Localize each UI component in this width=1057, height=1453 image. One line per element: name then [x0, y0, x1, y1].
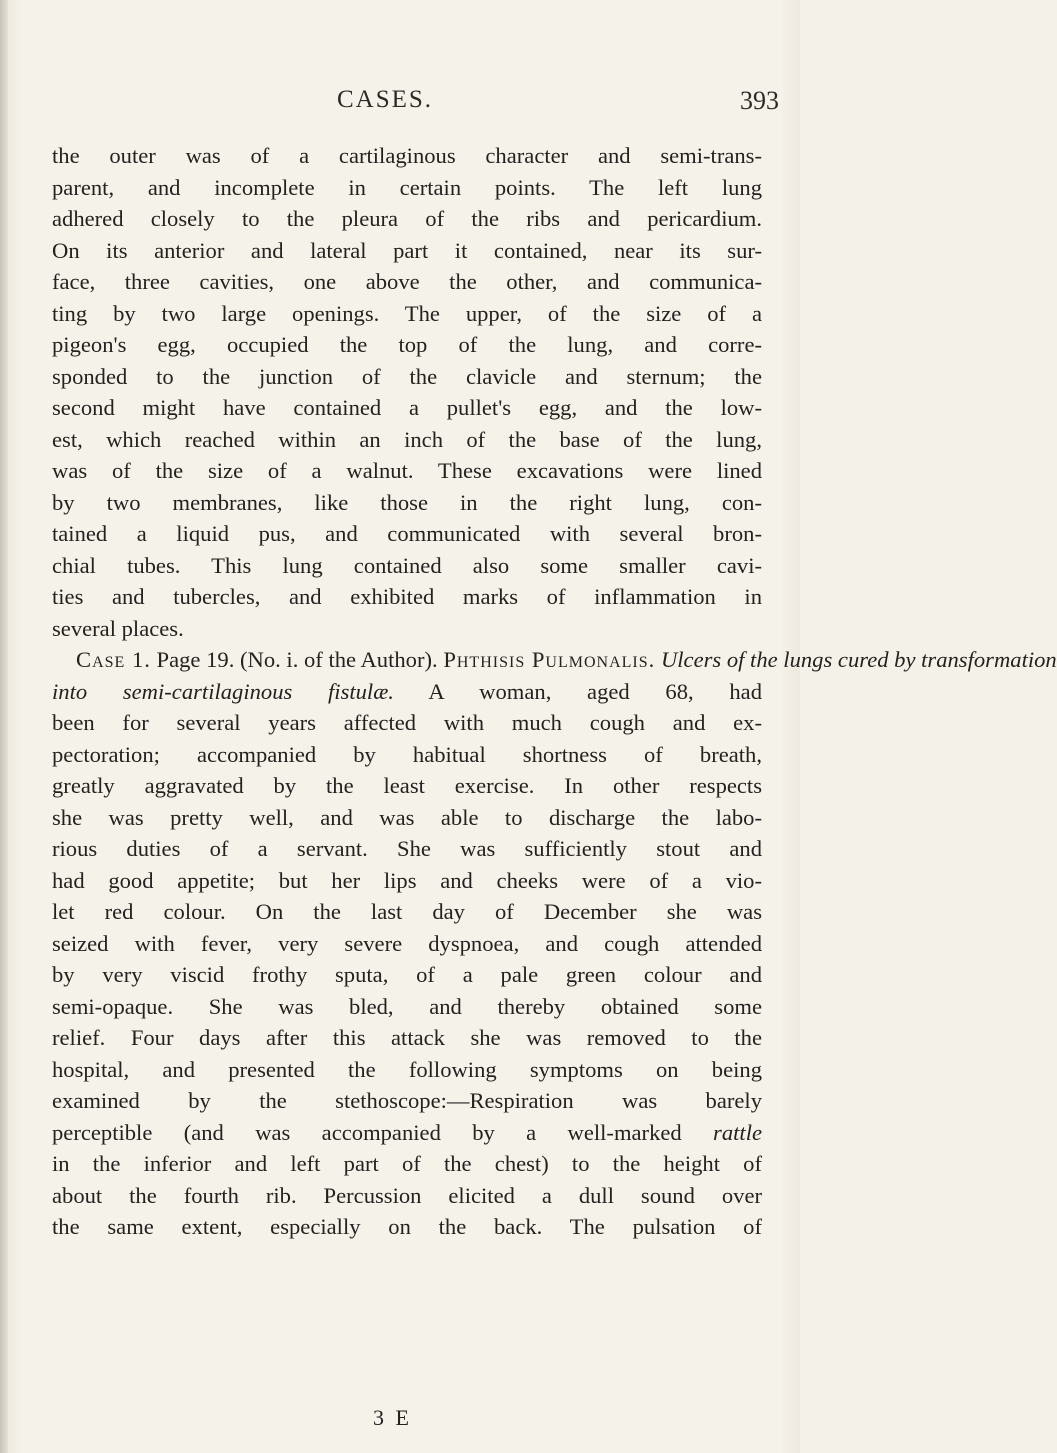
text-line: hospital, and presented the following symptoms on being	[52, 1056, 762, 1082]
page-gutter	[0, 0, 8, 1453]
text-line: let red colour. On the last day of December she was	[52, 899, 762, 924]
case-title-continued: into semi-cartilaginous fistulæ.	[52, 678, 394, 704]
case-label: Case 1.	[76, 647, 151, 672]
rattle-line	[52, 1117, 762, 1149]
case-diagnosis: Phthisis Pulmonalis.	[443, 647, 656, 672]
text-line: ties and tubercles, and exhibited marks of inflammation in	[52, 584, 762, 609]
text-line: examined by the stethoscope:—Respiration was barely	[52, 1088, 762, 1113]
case-heading-line-2	[52, 676, 762, 708]
text-line: she was pretty well, and was able to discharge the labo-	[52, 804, 762, 830]
text-line: the same extent, especially on the back. The pulsation of	[52, 1214, 762, 1239]
text-line: face, three cavities, one above the other, and communica-	[52, 269, 762, 294]
text-line: by two membranes, like those in the right lung, con-	[52, 489, 762, 515]
text-line: sponded to the junction of the clavicle and sternum; the	[52, 363, 762, 389]
text-line: seized with fever, very severe dyspnoea, and cough attended	[52, 930, 762, 956]
text-line: about the fourth rib. Percussion elicited a dull sound over	[52, 1182, 762, 1208]
text-line: by very viscid frothy sputa, of a pale green colour and	[52, 962, 762, 987]
text-line: pectoration; accompanied by habitual shortness of breath,	[52, 741, 762, 767]
text-line: greatly aggravated by the least exercise. In other respects	[52, 773, 762, 798]
rattle-term: rattle	[713, 1119, 762, 1145]
rattle-line-text: perceptible (and was accompanied by a well-marked	[52, 1119, 714, 1145]
text-line: semi-opaque. She was bled, and thereby obtained some	[52, 993, 762, 1019]
text-line: On its anterior and lateral part it contained, near its sur-	[52, 237, 762, 263]
case-title: Ulcers of the lungs cured by transformation	[655, 647, 1057, 672]
text-line: est, which reached within an inch of the base of the lung,	[52, 426, 762, 452]
text-line: parent, and incomplete in certain points. The left lung	[52, 174, 762, 200]
text-line: relief. Four days after this attack she was removed to the	[52, 1025, 762, 1050]
text-line: had good appetite; but her lips and cheeks were of a vio-	[52, 867, 762, 893]
signature-mark: 3 E	[373, 1405, 412, 1430]
page-number: 393	[740, 86, 779, 115]
text-line: pigeon's egg, occupied the top of the lung, and corre-	[52, 332, 762, 357]
text-line: rious duties of a servant. She was sufficiently stout and	[52, 836, 762, 861]
running-head: CASES.	[337, 86, 434, 113]
text-line: tained a liquid pus, and communicated with several bron-	[52, 521, 762, 546]
text-line: ting by two large openings. The upper, of the size of a	[52, 300, 762, 326]
text-line: several places.	[52, 615, 184, 641]
text-line: second might have contained a pullet's egg, and the low-	[52, 395, 762, 420]
text-line: adhered closely to the pleura of the ribs and pericardium.	[52, 206, 762, 231]
text-line: been for several years affected with much cough and ex-	[52, 710, 762, 735]
case-reference: Page 19. (No. i. of the Author).	[150, 647, 444, 672]
page-header	[0, 86, 800, 126]
text-line: in the inferior and left part of the chest) to the height of	[52, 1151, 762, 1176]
case-heading-line	[52, 644, 1057, 676]
text-line: was of the size of a walnut. These excavations were lined	[52, 458, 762, 483]
text-line: chial tubes. This lung contained also some smaller cavi-	[52, 552, 762, 578]
body-text	[52, 140, 1057, 1243]
text-line: the outer was of a cartilaginous character and semi-trans-	[52, 143, 762, 168]
case-patient-intro: A woman, aged 68, had	[393, 678, 762, 704]
